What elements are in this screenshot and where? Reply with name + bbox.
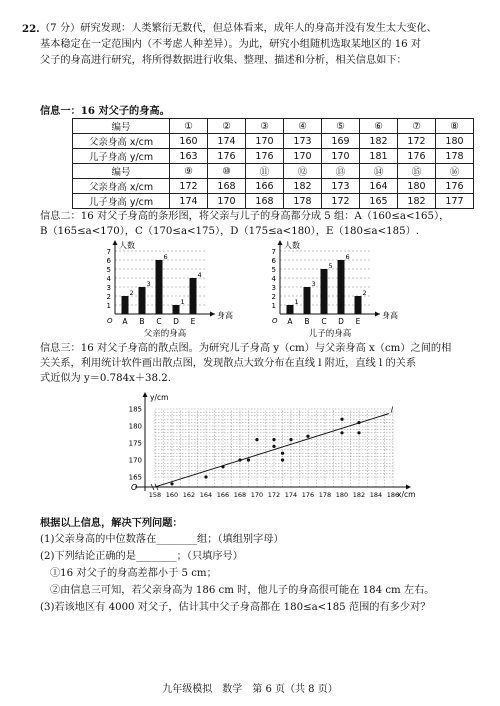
x-tick-label: 178 (318, 491, 332, 499)
x-tick-label: 182 (352, 491, 366, 499)
x-axis-label: 身高 (217, 311, 233, 320)
y-tick-label: 7 (106, 248, 111, 256)
table-cell: ⑩ (208, 164, 246, 179)
table-cell: ④ (284, 119, 322, 134)
x-tick-label: B (139, 317, 145, 326)
bar-value-label: 3 (311, 280, 316, 288)
bar (122, 296, 129, 314)
chart-title: 儿子的身高 (308, 329, 352, 339)
table-cell: 168 (208, 179, 246, 194)
x-tick-label: 174 (284, 491, 298, 499)
table-cell: 163 (170, 149, 208, 164)
info3-line-1: 信息三：16 对父子身高的散点图。为研究儿子身高 y（cm）与父亲身高 x（cm）之间的相 (40, 343, 452, 354)
x-tick-label: 160 (165, 491, 179, 499)
table-row (73, 134, 474, 149)
x-tick-label: C (321, 317, 327, 326)
table-cell: ⑥ (360, 119, 398, 134)
y-tick-label: 5 (271, 266, 276, 274)
x-tick-label: 168 (233, 491, 247, 499)
question-line-3: 父子的身高进行研究，将所得数据进行收集、整理、描述和分析，相关信息如下： (40, 55, 407, 66)
scatter-point (272, 445, 275, 448)
bar-value-label: 5 (328, 262, 333, 270)
table-cell: ⑤ (322, 119, 360, 134)
x-tick-label: A (287, 317, 293, 326)
origin-label: O (107, 317, 113, 325)
table-cell: ⑫ (284, 164, 322, 179)
y-axis-label: 人数 (284, 241, 300, 250)
x-tick-label: 186 (386, 491, 400, 499)
x-axis-label: 身高 (382, 311, 398, 320)
table-header-cell: 编号 (73, 164, 170, 179)
x-axis-label: x/cm (397, 490, 416, 499)
x-tick-label: 164 (199, 491, 213, 499)
y-tick-label: 6 (271, 257, 276, 265)
father-height-bar-chart (95, 238, 245, 340)
bar-value-label: 1 (294, 298, 299, 306)
x-tick-label: 170 (250, 491, 264, 499)
bar (173, 305, 180, 314)
bar (139, 287, 146, 314)
bar (338, 260, 345, 314)
y-axis-arrow (278, 240, 283, 245)
x-tick-label: 172 (267, 491, 281, 499)
question-1: (1)父亲身高的中位数落在________组；（填组别字母） (40, 534, 284, 545)
origin-label: O (272, 317, 278, 325)
x-tick-label: C (156, 317, 162, 326)
x-tick-label: 184 (369, 491, 383, 499)
scatter-point (204, 475, 207, 478)
y-tick-label: 6 (106, 257, 111, 265)
y-tick-label: 1 (106, 302, 111, 310)
table-cell: 172 (170, 179, 208, 194)
chart-title: 父亲的身高 (143, 329, 187, 339)
table-row (73, 149, 474, 164)
scatter-point (340, 418, 343, 421)
y-tick-label: 3 (271, 284, 276, 292)
table-cell: 172 (398, 134, 436, 149)
x-tick-label: 158 (148, 491, 162, 499)
table-cell: 176 (246, 149, 284, 164)
y-axis-label: y/cm (150, 393, 169, 402)
table-cell: ① (170, 119, 208, 134)
table-cell: ③ (246, 119, 284, 134)
table-cell: 164 (360, 179, 398, 194)
y-tick-label: 4 (106, 275, 111, 283)
table-cell: 160 (170, 134, 208, 149)
table-cell: 173 (284, 134, 322, 149)
fit-line (155, 414, 389, 487)
table-cell: 180 (436, 134, 474, 149)
info2-line-1: 信息二：16 对父子身高的条形图，将父亲与儿子的身高都分成 5 组：A（160≤a<165）， (40, 211, 450, 222)
table-cell: 182 (398, 194, 436, 209)
page-footer: 九年级模拟 数学 第 6 页（共 8 页） (162, 684, 338, 695)
bar (287, 305, 294, 314)
y-axis-arrow (143, 392, 148, 397)
x-axis-arrow (406, 485, 411, 490)
table-header-cell: 父亲身高 x/cm (73, 134, 170, 149)
x-axis-arrow (375, 312, 380, 317)
scatter-point (340, 431, 343, 434)
bar-value-label: 6 (345, 253, 350, 261)
y-tick-label: 3 (106, 284, 111, 292)
table-cell: ⑧ (436, 119, 474, 134)
x-tick-label: B (304, 317, 310, 326)
table-cell: 166 (246, 179, 284, 194)
scatter-point (357, 421, 360, 424)
info1-title: 信息一：16 对父子的身高。 (40, 105, 170, 117)
y-axis-label: 人数 (119, 241, 135, 250)
bar-value-label: 3 (146, 280, 151, 288)
scatter-point (272, 438, 275, 441)
table-cell: 169 (322, 134, 360, 149)
table-cell: ⑪ (246, 164, 284, 179)
table-cell: 176 (208, 149, 246, 164)
info2-line-2: B（165≤a<170），C（170≤a<175），D（175≤a<180），E（180≤a<185）. (40, 226, 420, 237)
y-tick-label: 7 (271, 248, 276, 256)
table-cell: 181 (360, 149, 398, 164)
table-cell: 165 (360, 194, 398, 209)
table-header-cell: 儿子身高 y/cm (73, 194, 170, 209)
x-tick-label: E (355, 317, 361, 326)
table-cell: 174 (170, 194, 208, 209)
y-axis-arrow (113, 240, 118, 245)
table-cell: 170 (208, 194, 246, 209)
question-2: (2)下列结论正确的是________；（只填序号） (40, 551, 243, 562)
table-cell: 174 (208, 134, 246, 149)
info3-line-2: 关关系，利用统计软件画出散点图，发现散点大致分布在直线 l 附近，直线 l 的关系 (40, 358, 417, 369)
x-tick-label: 166 (216, 491, 230, 499)
table-header-cell: 编号 (73, 119, 170, 134)
table-cell: 176 (436, 179, 474, 194)
table-cell: ⑬ (322, 164, 360, 179)
x-tick-label: 180 (335, 491, 349, 499)
height-table (72, 118, 474, 209)
bar-value-label: 2 (362, 289, 367, 297)
bar-value-label: 2 (129, 289, 134, 297)
statement-2: ②由信息三可知，若父亲身高为 186 cm 时，他儿子的身高很可能在 184 cm 左右。 (50, 585, 435, 596)
x-tick-label: D (173, 317, 179, 326)
table-cell: 177 (436, 194, 474, 209)
scatter-point (281, 458, 284, 461)
table-cell: ⑯ (436, 164, 474, 179)
table-cell: 173 (322, 179, 360, 194)
x-axis-arrow (210, 312, 215, 317)
y-tick-label: 175 (128, 439, 142, 448)
table-cell: 170 (322, 149, 360, 164)
table-cell: ⑮ (398, 164, 436, 179)
question-number: 22. (22, 23, 40, 35)
table-row (73, 119, 474, 134)
x-tick-label: D (338, 317, 344, 326)
table-cell: 182 (284, 179, 322, 194)
x-tick-label: 162 (182, 491, 196, 499)
scatter-point (170, 482, 173, 485)
bar-value-label: 1 (180, 298, 185, 306)
origin-label: O (131, 483, 138, 492)
table-row (73, 194, 474, 209)
x-tick-label: A (122, 317, 128, 326)
y-tick-label: 4 (271, 275, 276, 283)
table-cell: ② (208, 119, 246, 134)
son-height-bar-chart (260, 238, 410, 340)
y-tick-label: 5 (106, 266, 111, 274)
table-cell: 178 (284, 194, 322, 209)
bar (190, 278, 197, 314)
bar-value-label: 6 (163, 253, 168, 261)
table-cell: ⑨ (170, 164, 208, 179)
scatter-plot (115, 392, 420, 504)
table-header-cell: 儿子身高 y/cm (73, 149, 170, 164)
info3-line-3: 式近似为 y＝0.784x＋38.2. (40, 373, 171, 384)
y-tick-label: 2 (271, 293, 276, 301)
bar-value-label: 4 (197, 271, 202, 279)
x-tick-label: 176 (301, 491, 315, 499)
y-tick-label: 185 (128, 405, 142, 414)
scatter-point (221, 465, 224, 468)
scatter-point (289, 438, 292, 441)
scatter-point (247, 458, 250, 461)
table-cell: ⑦ (398, 119, 436, 134)
question-line-2: 基本稳定在一定范围内（不考虑人种差异）。为此，研究小组随机选取某地区的 16 对 (40, 39, 422, 50)
scatter-point (255, 438, 258, 441)
table-cell: 172 (322, 194, 360, 209)
table-cell: 170 (246, 134, 284, 149)
table-cell: 176 (398, 149, 436, 164)
bar (156, 260, 163, 314)
y-tick-label: 1 (271, 302, 276, 310)
bar (304, 287, 311, 314)
scatter-point (306, 435, 309, 438)
y-tick-label: 2 (106, 293, 111, 301)
bar (355, 296, 362, 314)
y-tick-label: 165 (128, 473, 142, 482)
table-header-cell: 父亲身高 x/cm (73, 179, 170, 194)
y-tick-label: 170 (128, 456, 142, 465)
table-cell: 170 (284, 149, 322, 164)
table-cell: 178 (436, 149, 474, 164)
table-row (73, 164, 474, 179)
questions-intro: 根据以上信息，解决下列问题： (40, 517, 183, 529)
table-cell: 182 (360, 134, 398, 149)
bar (321, 269, 328, 314)
table-cell: ⑭ (360, 164, 398, 179)
fit-line-label: l (390, 405, 393, 415)
question-line-1: （7 分）研究发现：人类繁衍无数代，但总体看来，成年人的身高并没有发生太大变化、 (40, 23, 437, 34)
question-3: (3)若该地区有 4000 对父子，估计其中父子身高都在 180≤a<185 范围的有多少对？ (40, 602, 431, 613)
scatter-point (238, 458, 241, 461)
scatter-point (357, 431, 360, 434)
table-row (73, 179, 474, 194)
scatter-point (281, 452, 284, 455)
statement-1: ①16 对父子的身高差都小于 5 cm； (50, 568, 217, 579)
table-cell: 168 (246, 194, 284, 209)
y-tick-label: 180 (128, 422, 142, 431)
table-cell: 180 (398, 179, 436, 194)
x-tick-label: E (190, 317, 196, 326)
